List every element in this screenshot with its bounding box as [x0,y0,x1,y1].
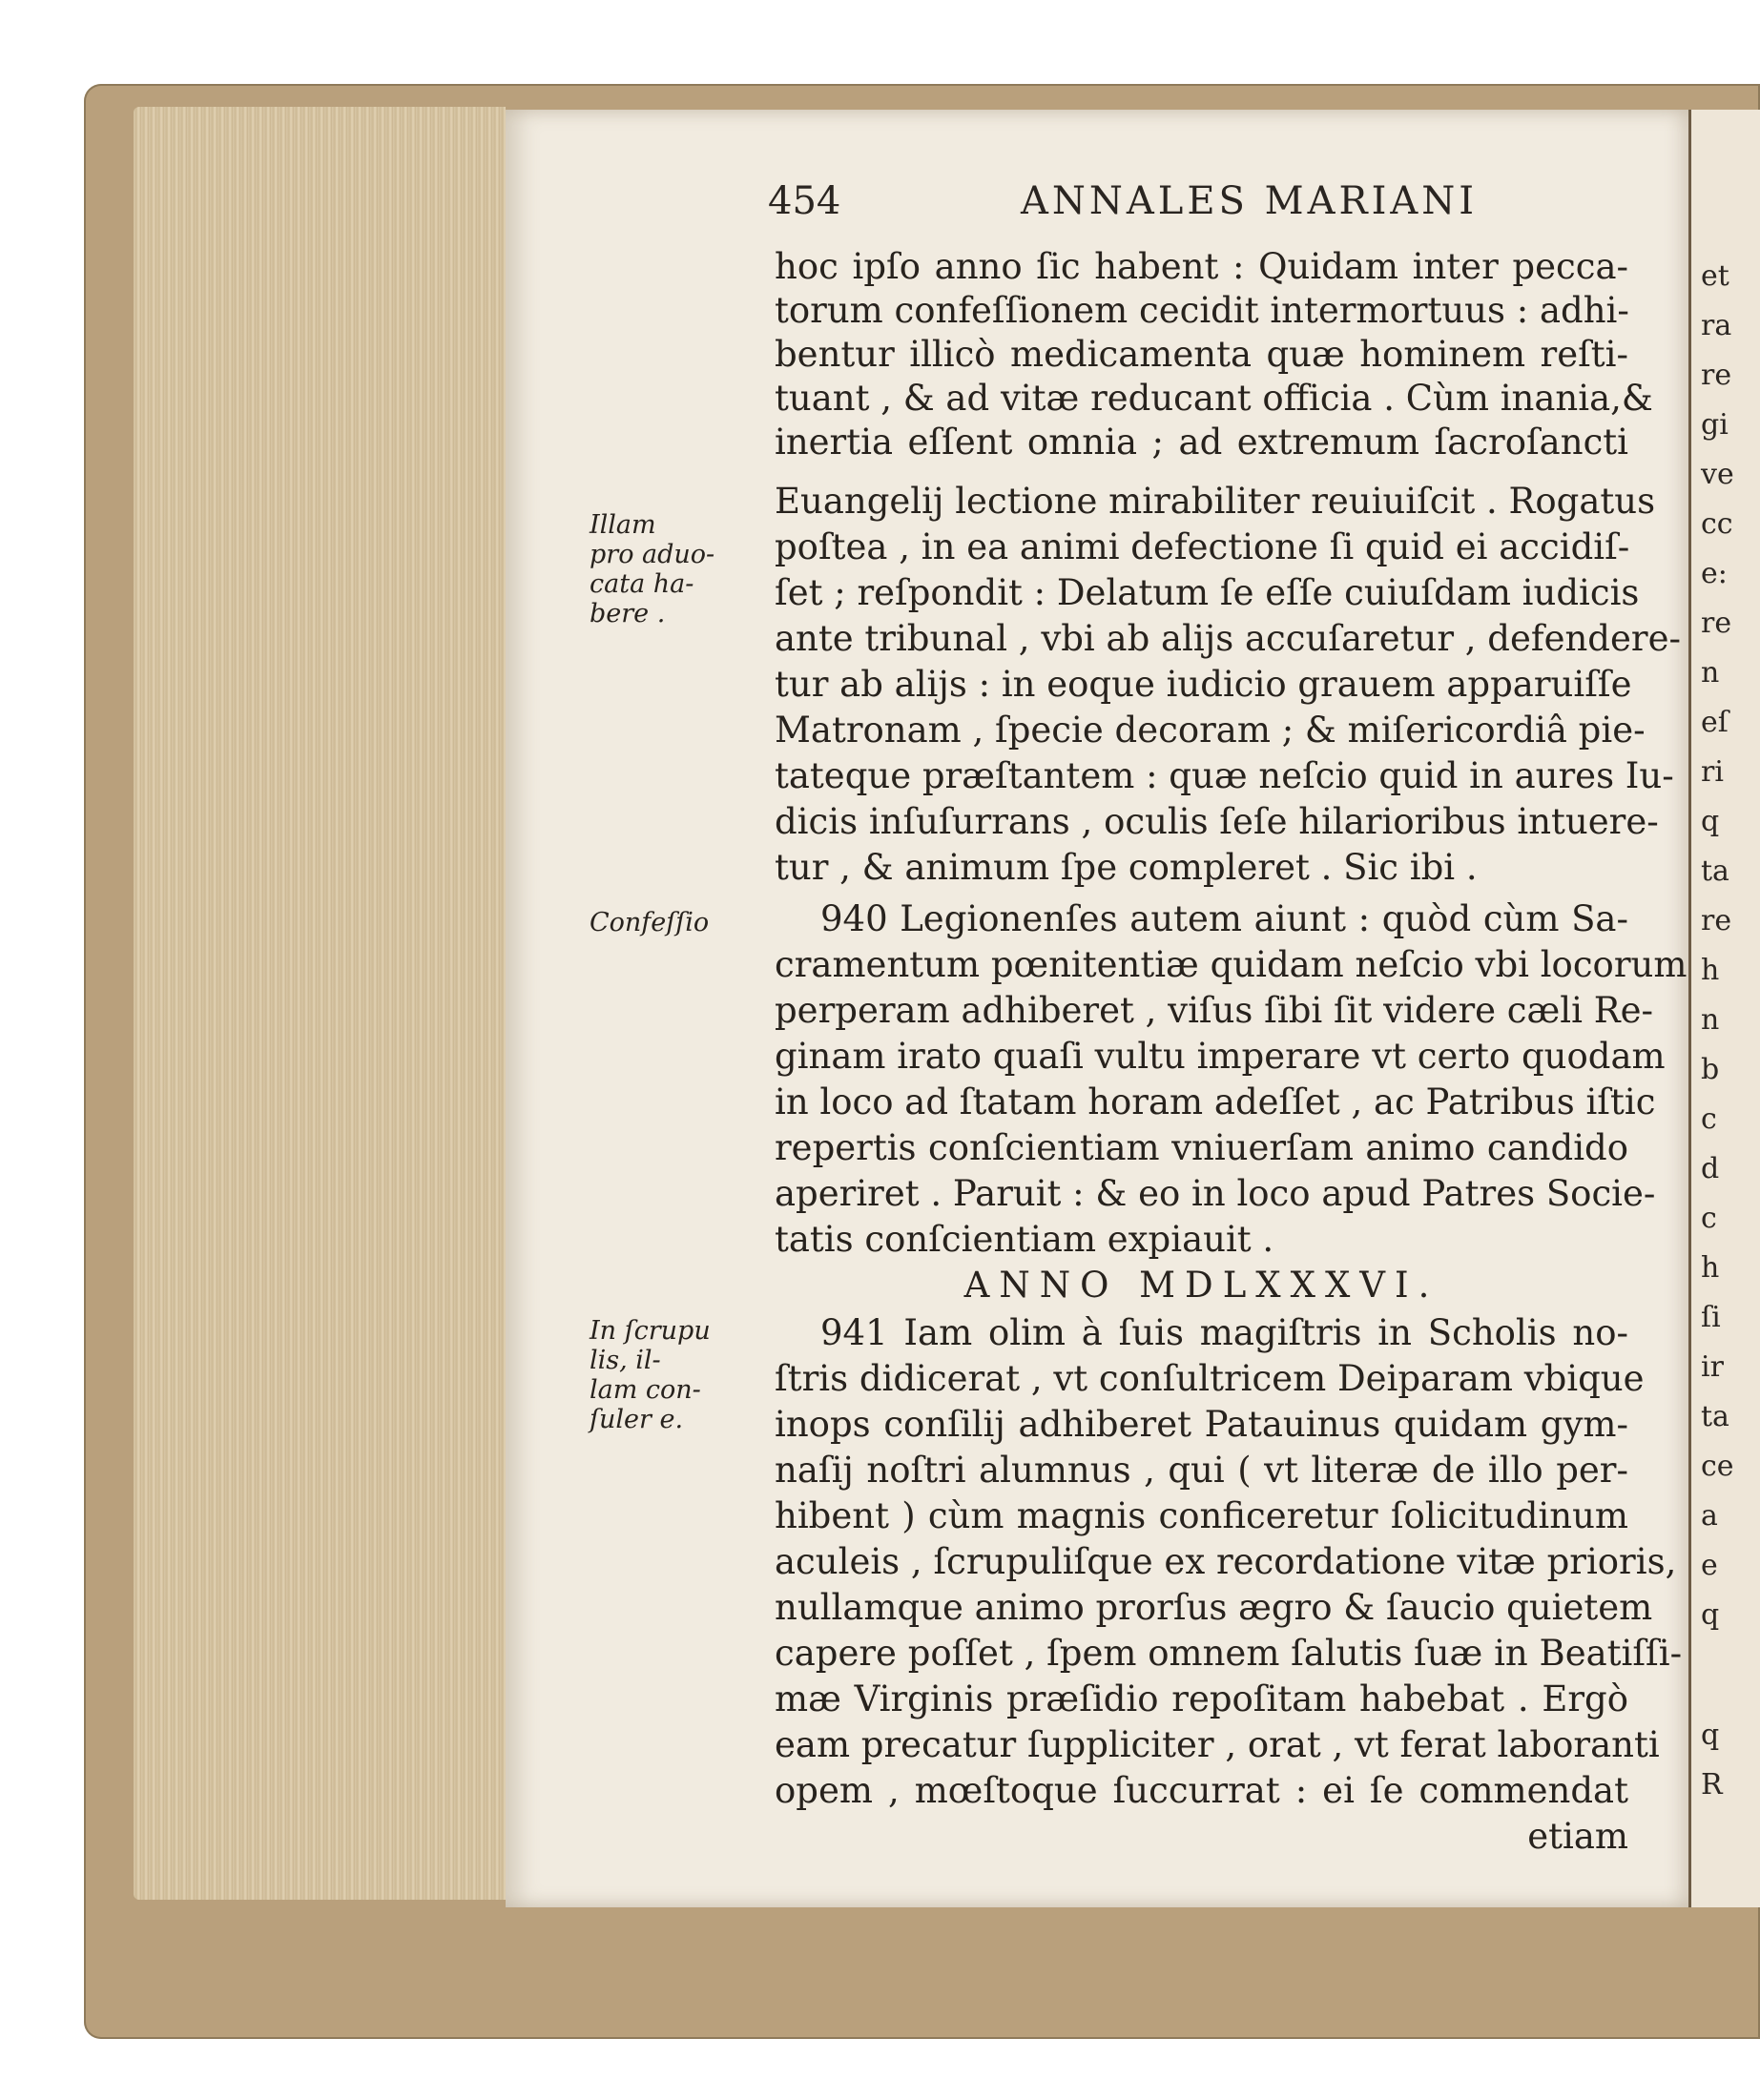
body-line: Euangelij lectione mirabiliter reuiuiſcit . Rogatus [775,481,1656,522]
body-line: ginam irato quaſi vultu imperare vt certo quodam [775,1036,1666,1077]
fragment-text: ra [1701,309,1732,342]
fragment-text: gi [1701,408,1729,442]
margin-note-advocate [590,510,756,628]
fragment-text: a [1701,1499,1718,1533]
margin-note-line: bere . [590,599,666,628]
body-line: eam precatur ſuppliciter , orat , vt ferat laboranti [775,1724,1660,1765]
body-line: inertia eſſent omnia ; ad extremum ſacroſancti [775,422,1628,463]
facing-page-fragment [1688,110,1760,1907]
body-line: capere poſſet , ſpem omnem ſalutis ſuæ in Beatiſſi- [775,1633,1683,1674]
page-edges [134,107,506,1900]
year-heading: ANNO MDLXXXVI. [963,1265,1439,1306]
fragment-text: ta [1701,854,1729,888]
body-line: poſtea , in ea animi defectione ſi quid ei accidiſ- [775,526,1630,567]
margin-note-line: cata ha- [590,569,694,599]
body-line: torum confeſſionem cecidit intermortuus : adhi- [775,290,1629,331]
body-line: hoc ipſo anno ſic habent : Quidam inter pecca- [775,246,1628,287]
fragment-text: q [1701,805,1720,838]
body-line: perperam adhiberet , viſus ſibi ſit videre cæli Re- [775,990,1653,1031]
body-line: repertis conſcientiam vniuerſam animo candido [775,1127,1628,1168]
fragment-text: re [1701,904,1732,937]
fragment-text: ve [1701,458,1734,491]
fragment-text: q [1701,1719,1720,1752]
fragment-text: c [1701,1102,1717,1136]
fragment-text: ſi [1701,1301,1721,1334]
fragment-text: c [1701,1202,1717,1235]
body-line: tuant , & ad vitæ reducant officia . Cùm inania,& [775,378,1653,419]
body-line: aperiret . Paruit : & eo in loco apud Patres Socie- [775,1173,1656,1214]
fragment-text: h [1701,1251,1720,1285]
fragment-text: n [1701,1003,1720,1037]
body-line: mæ Virginis præſidio repoſitam habebat . Ergò [775,1678,1628,1719]
fragment-text: e: [1701,557,1728,590]
margin-note-scruples [590,1316,756,1434]
body-line: tatis conſcientiam expiauit . [775,1219,1274,1260]
fragment-text: et [1701,259,1729,293]
fragment-text: re [1701,607,1732,640]
fragment-text: R [1701,1768,1723,1801]
fragment-text: d [1701,1152,1720,1185]
fragment-text: e [1701,1549,1718,1582]
body-line: ſtris didicerat , vt conſultricem Deiparam vbique [775,1358,1645,1399]
fragment-text: ir [1701,1350,1724,1384]
body-line: nullamque animo prorſus ægro & ſaucio quietem [775,1587,1653,1628]
catchword: etiam [1527,1816,1628,1857]
margin-note-line: lam con- [590,1375,701,1405]
fragment-text: n [1701,656,1720,690]
margin-note-line: ſuler e. [590,1405,684,1434]
margin-note-line: lis, il- [590,1346,661,1375]
body-line: in loco ad ſtatam horam adeſſet , ac Patribus iſtic [775,1081,1656,1122]
page-number: 454 [768,179,841,223]
fragment-text: ri [1701,755,1724,789]
body-line: hibent ) cùm magnis conficeretur ſolicitudinum [775,1495,1628,1536]
margin-note-confession [590,908,756,937]
body-line: tur ab alijs : in eoque iudicio grauem apparuiſſe [775,664,1632,705]
body-line: naſij noſtri alumnus , qui ( vt literæ de illo per- [775,1450,1628,1491]
margin-note-line: Illam [590,510,656,540]
paragraph-941-start: 941 Iam olim à ſuis magiſtris in Scholis no- [820,1312,1628,1353]
body-line: opem , mœſtoque ſuccurrat : ei ſe commendat [775,1770,1628,1811]
body-line: tur , & animum ſpe compleret . Sic ibi . [775,847,1478,888]
margin-note-line: In ſcrupu [590,1316,711,1346]
fragment-text: q [1701,1598,1720,1632]
body-line: bentur illicò medicamenta quæ hominem reſti- [775,334,1628,375]
margin-note-line: pro aduo- [590,540,715,569]
body-line: ante tribunal , vbi ab alijs accuſaretur , defendere- [775,618,1681,659]
body-line: inops conſilij adhiberet Patauinus quidam gym- [775,1404,1628,1445]
fragment-text: h [1701,954,1720,987]
body-line: cramentum pœnitentiæ quidam neſcio vbi locorum [775,944,1688,985]
fragment-text: eſ [1701,706,1729,739]
body-line: ſet ; reſpondit : Delatum ſe eſſe cuiuſdam iudicis [775,572,1640,613]
fragment-text: ta [1701,1400,1729,1433]
fragment-text: ce [1701,1450,1734,1483]
body-line: Matronam , ſpecie decoram ; & miſericordiâ pie- [775,710,1646,751]
body-line: aculeis , ſcrupuliſque ex recordatione vitæ prioris, [775,1541,1677,1582]
paragraph-940-start: 940 Legionenſes autem aiunt : quòd cùm Sa- [820,898,1628,939]
fragment-text: re [1701,359,1732,392]
body-line: dicis inſuſurrans , oculis ſeſe hilarioribus intuere- [775,801,1659,842]
fragment-text: cc [1701,507,1733,541]
running-title: ANNALES MARIANI [1021,179,1479,223]
body-line: tateque præſtantem : quæ neſcio quid in aures Iu- [775,755,1674,796]
fragment-text: b [1701,1053,1720,1086]
margin-note-line: Confeſſio [590,908,710,937]
